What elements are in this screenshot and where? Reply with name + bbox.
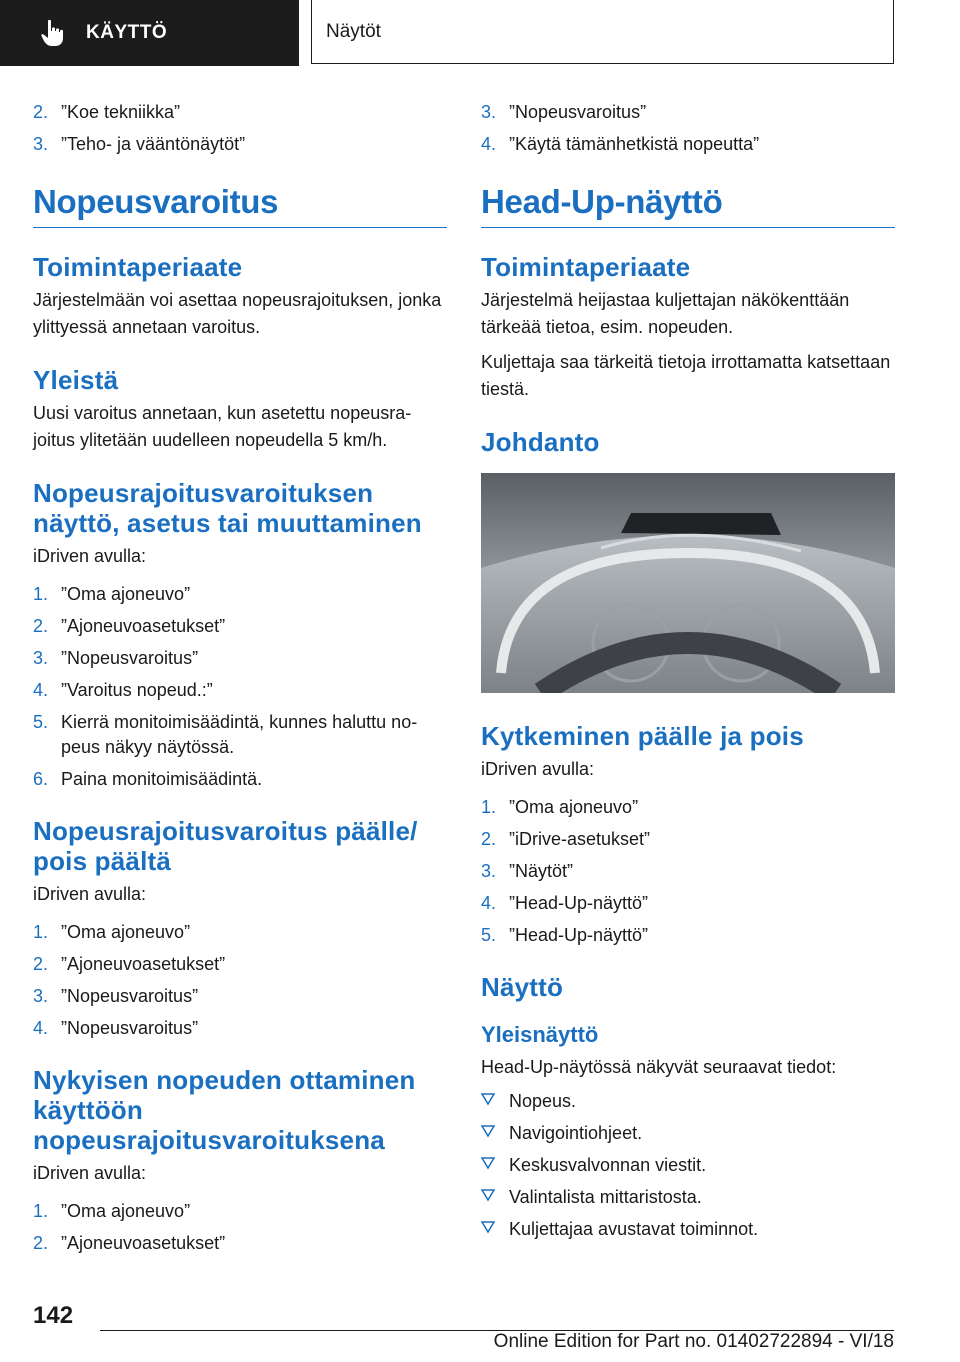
section-heading: Nopeusvaroitus: [33, 183, 447, 228]
section-tab: [0, 0, 299, 66]
right-column: [481, 100, 895, 1249]
paragraph: iDriven avulla:: [481, 759, 595, 779]
paragraph: iDriven avulla:: [33, 1163, 147, 1183]
minor-heading: Yleisnäyttö: [481, 1022, 599, 1047]
paragraph: Järjestelmään voi asettaa nopeusrajoituksen, jonka ylittyessä annetaan varoitus.: [33, 290, 442, 337]
list-item: Nopeus.: [481, 1089, 895, 1114]
subsection-heading: Nopeusrajoitusvaroituksen näyttö, asetus tai muuttaminen: [33, 478, 422, 538]
triangle-bullet-icon: [481, 1156, 495, 1170]
subsection-heading: Näyttö: [481, 972, 564, 1002]
paragraph: Head-Up-näytössä näkyvät seuraavat tiedot:: [481, 1057, 837, 1077]
list-item: 2. ”Ajoneuvoasetukset”: [33, 954, 226, 974]
steps-list: [33, 1199, 447, 1256]
list-item: Kuljettajaa avustavat toiminnot.: [481, 1217, 895, 1242]
footer-edition: Online Edition for Part no. 01402722894 - VI/18: [493, 1331, 894, 1352]
list-item: 1. ”Oma ajoneuvo”: [33, 922, 191, 942]
triangle-bullet-icon: [481, 1220, 495, 1234]
list-item: 3. ”Näytöt”: [481, 861, 574, 881]
list-item: 5. Kierrä monitoimisäädintä, kunnes haluttu nopeus näkyy näytössä.: [33, 712, 418, 757]
list-item: Navigointiohjeet.: [481, 1121, 895, 1146]
list-item: 2. ”Koe tekniikka”: [33, 102, 181, 122]
subsection-heading: Yleistä: [33, 365, 119, 395]
intro-list: [33, 100, 447, 157]
page-number: 142: [33, 1302, 74, 1329]
paragraph: Kuljettaja saa tärkeitä tietoja irrottamatta katsettaan tiestä.: [481, 352, 891, 399]
list-item: 3. ”Nopeusvaroitus”: [33, 648, 199, 668]
bullet-list: [481, 1089, 895, 1242]
steps-list: [33, 582, 447, 792]
list-item: Keskusvalvonnan viestit.: [481, 1153, 895, 1178]
list-item: 4. ”Head-Up-näyttö”: [481, 893, 649, 913]
subsection-heading: Nykyisen nopeuden ottaminen käyttöön nopeusrajoitusvaroituksena: [33, 1065, 416, 1155]
triangle-bullet-icon: [481, 1188, 495, 1202]
chapter-title: Näytöt: [311, 0, 894, 64]
subsection-heading: Nopeusrajoitusvaroitus päälle/ pois päältä: [33, 816, 418, 876]
list-item: 6. Paina monitoimisäädintä.: [33, 769, 263, 789]
subsection-heading: Kytkeminen päälle ja pois: [481, 721, 804, 751]
pointing-hand-icon: [40, 19, 66, 47]
section-heading: Head-Up-näyttö: [481, 183, 895, 228]
list-item: 5. ”Head-Up-näyttö”: [481, 925, 649, 945]
section-tab-label: KÄYTTÖ: [86, 22, 168, 43]
subsection-heading: Toimintaperiaate: [33, 252, 243, 282]
paragraph: Uusi varoitus annetaan, kun asetettu nopeusrajoitus ylitetään uudelleen nopeudella 5 km/h.: [33, 403, 412, 450]
list-item: Valintalista mittaristosta.: [481, 1185, 895, 1210]
steps-list: [481, 795, 895, 948]
list-item: 3. ”Teho- ja vääntönäytöt”: [33, 134, 246, 154]
subsection-heading: Johdanto: [481, 427, 600, 457]
list-item: 3. ”Nopeusvaroitus”: [33, 986, 199, 1006]
triangle-bullet-icon: [481, 1092, 495, 1106]
list-item: 4. ”Varoitus nopeud.:”: [33, 680, 213, 700]
paragraph: iDriven avulla:: [33, 546, 147, 566]
list-item: 2. ”Ajoneuvoasetukset”: [33, 1233, 226, 1253]
head-up-display-photo: [481, 473, 895, 693]
subsection-heading: Toimintaperiaate: [481, 252, 691, 282]
list-item: 4. ”Käytä tämänhetkistä nopeutta”: [481, 134, 760, 154]
intro-list: [481, 100, 895, 157]
list-item: 1. ”Oma ajoneuvo”: [481, 797, 639, 817]
list-item: 1. ”Oma ajoneuvo”: [33, 1201, 191, 1221]
list-item: 3. ”Nopeusvaroitus”: [481, 102, 647, 122]
steps-list: [33, 920, 447, 1041]
list-item: 2. ”iDrive-asetukset”: [481, 829, 651, 849]
list-item: 4. ”Nopeusvaroitus”: [33, 1018, 199, 1038]
list-item: 1. ”Oma ajoneuvo”: [33, 584, 191, 604]
list-item: 2. ”Ajoneuvoasetukset”: [33, 616, 226, 636]
left-column: [33, 100, 447, 1263]
paragraph: iDriven avulla:: [33, 884, 147, 904]
paragraph: Järjestelmä heijastaa kuljettajan näkökenttään tärkeää tietoa, esim. nopeuden.: [481, 290, 850, 337]
triangle-bullet-icon: [481, 1124, 495, 1138]
